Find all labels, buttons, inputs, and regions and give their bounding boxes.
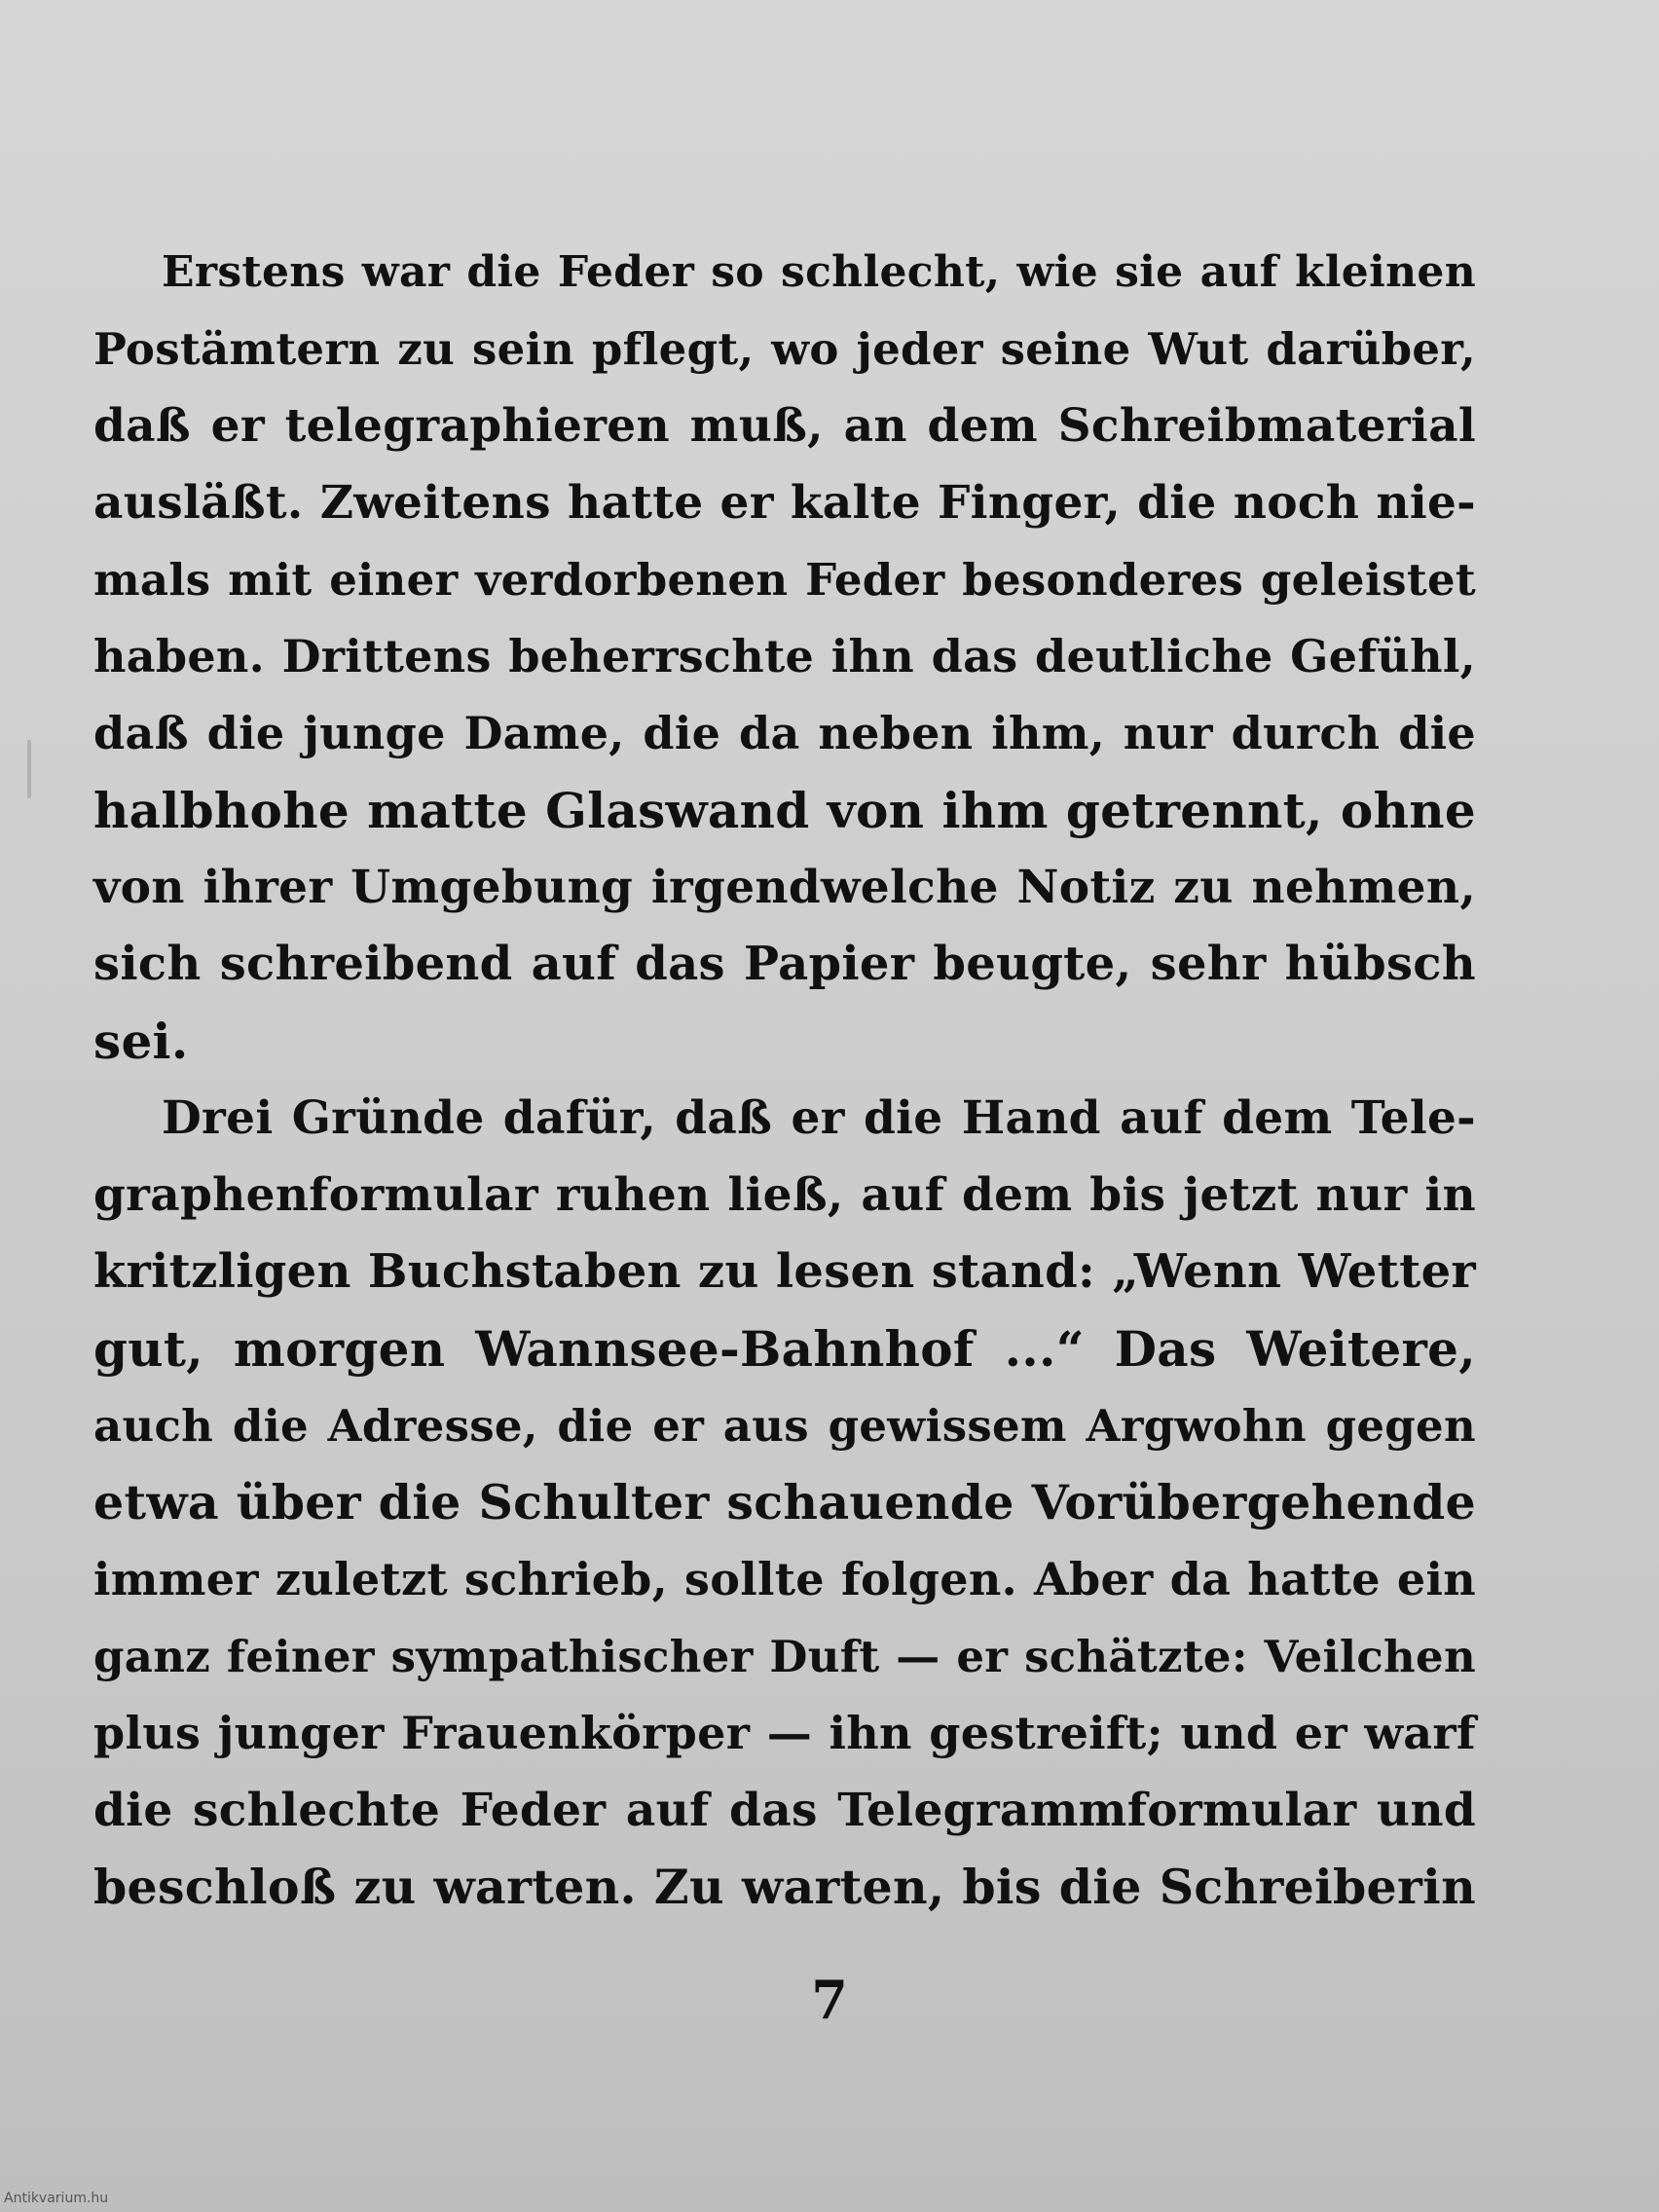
- paragraph-1: [93, 234, 1476, 1080]
- text-line: halbhohe matte Glaswand von ihm getrennt, ohne: [93, 782, 1476, 839]
- text-line: auch die Adresse, die er aus gewissem Argwohn gegen: [93, 1400, 1476, 1452]
- text-line: sich schreibend auf das Papier beugte, sehr hübsch: [93, 937, 1476, 991]
- text-line: kritzligen Buchstaben zu lesen stand: „Wenn Wetter: [93, 1244, 1476, 1299]
- text-line: Erstens war die Feder so schlecht, wie sie auf kleinen: [162, 247, 1476, 297]
- text-line: beschloß zu warten. Zu warten, bis die Schreiberin: [93, 1859, 1476, 1915]
- text-line: graphenformular ruhen ließ, auf dem bis jetzt nur in: [93, 1168, 1476, 1222]
- text-line: sei.: [93, 1013, 189, 1070]
- text-line: daß die junge Dame, die da neben ihm, nur durch die: [93, 707, 1476, 759]
- watermark: Antikvarium.hu: [4, 2191, 109, 2206]
- text-line: etwa über die Schulter schauende Vorübergehende: [93, 1474, 1476, 1530]
- text-line: mals mit einer verdorbenen Feder besonderes geleistet: [93, 554, 1476, 606]
- text-line: daß er telegraphieren muß, an dem Schreibmaterial: [93, 399, 1476, 453]
- text-line: ausläßt. Zweitens hatte er kalte Finger, die noch nie-: [93, 476, 1476, 530]
- text-line: ganz feiner sympathischer Duft — er schätzte: Veilchen: [93, 1631, 1476, 1682]
- paragraph-2: [93, 1080, 1476, 1926]
- text-line: haben. Drittens beherrschte ihn das deutliche Gefühl,: [93, 630, 1476, 682]
- text-line: Drei Gründe dafür, daß er die Hand auf dem Tele-: [162, 1091, 1476, 1145]
- text-line: gut, morgen Wannsee-Bahnhof ...“ Das Weitere,: [93, 1320, 1476, 1378]
- text-line: von ihrer Umgebung irgendwelche Notiz zu nehmen,: [93, 861, 1476, 914]
- page-crease: [27, 740, 31, 798]
- text-line: Postämtern zu sein pflegt, wo jeder seine Wut darüber,: [93, 323, 1476, 375]
- text-line: plus junger Frauenkörper — ihn gestreift; und er warf: [93, 1707, 1476, 1759]
- body-text: [93, 234, 1476, 1926]
- text-line: immer zuletzt schrieb, sollte folgen. Aber da hatte ein: [93, 1553, 1476, 1605]
- text-line: die schlechte Feder auf das Telegrammformular und: [93, 1784, 1476, 1837]
- page-number: 7: [811, 1969, 848, 2031]
